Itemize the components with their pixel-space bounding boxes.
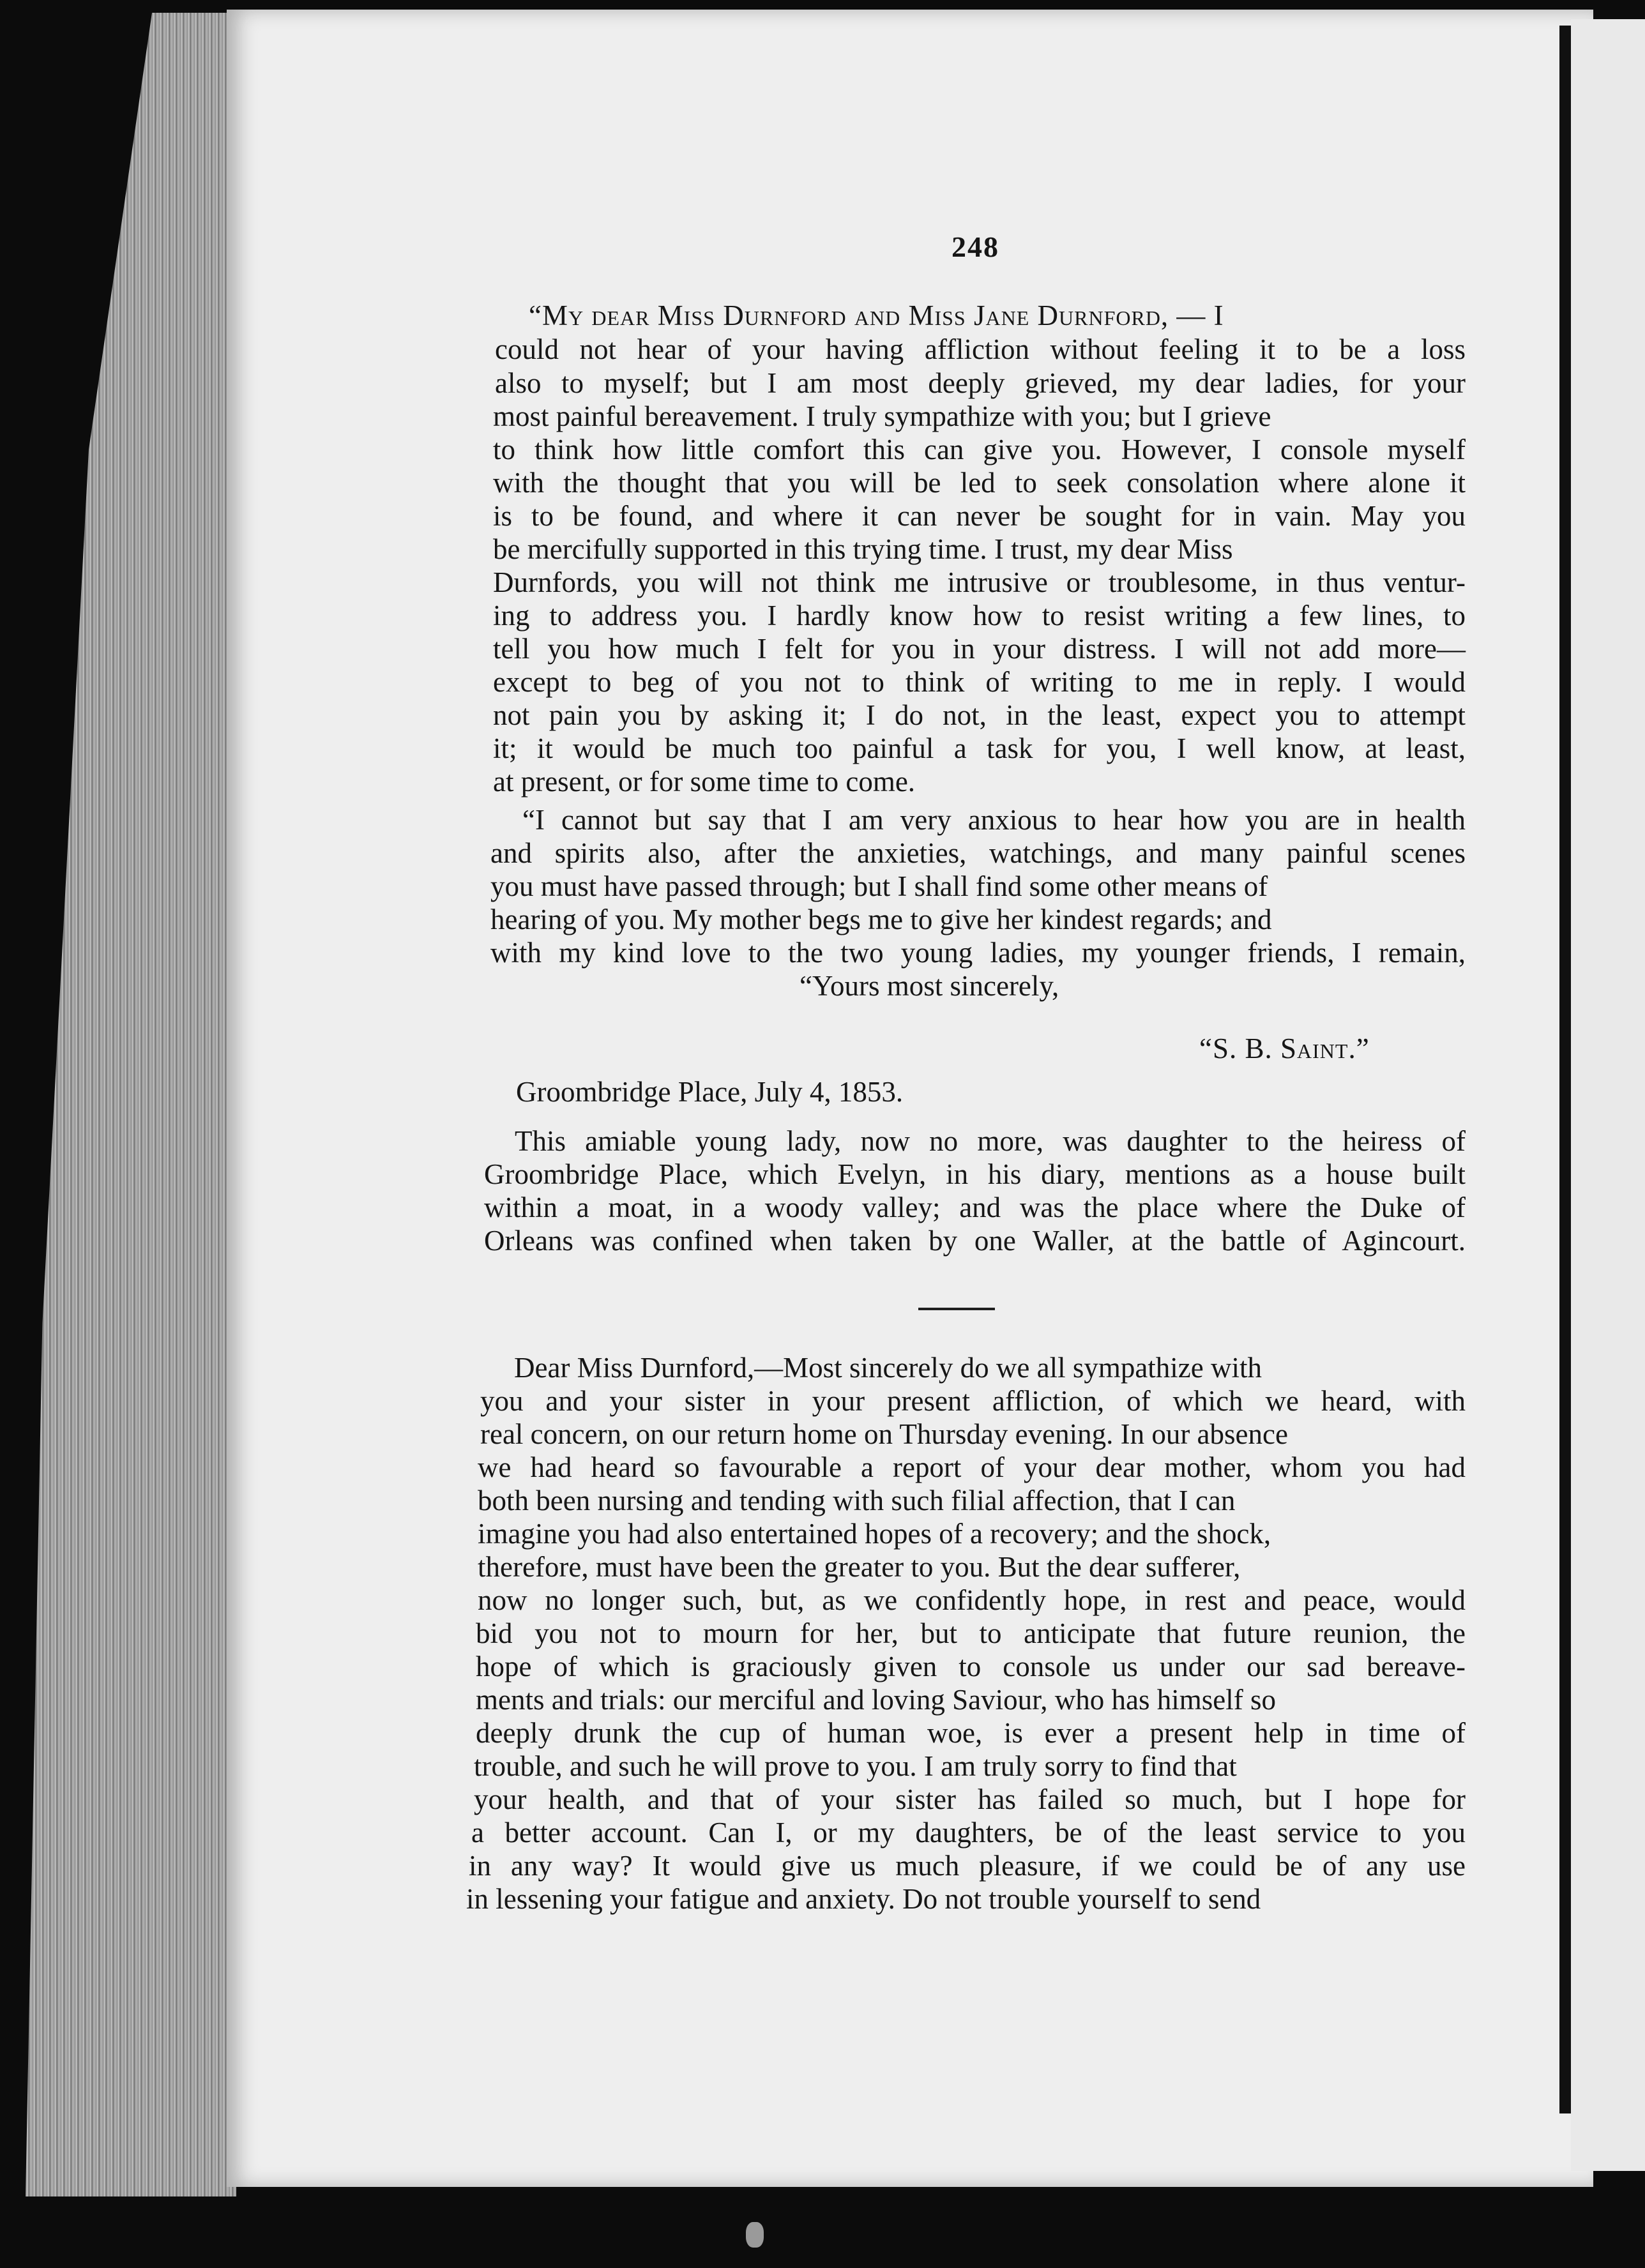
letter-one-line: be mercifully supported in this trying time. I trust, my dear Miss — [493, 533, 1233, 565]
page-number: 248 — [951, 231, 999, 263]
note-line: Groombridge Place, which Evelyn, in his diary, mentions as a house built — [484, 1158, 1466, 1190]
letter-two-line: deeply drunk the cup of human woe, is ever a present help in time of — [476, 1717, 1466, 1749]
letter-two-line: we had heard so favourable a report of your dear mother, whom you had — [478, 1451, 1466, 1483]
letter-one-line: with my kind love to the two young ladies, my younger friends, I remain, — [490, 937, 1466, 969]
letter-two-line: hope of which is graciously given to console us under our sad bereave- — [476, 1651, 1466, 1682]
letter-one-line: ing to address you. I hardly know how to resist writing a few lines, to — [493, 600, 1466, 631]
note-line: Orleans was confined when taken by one Waller, at the battle of Agincourt. — [484, 1225, 1466, 1257]
letter-two-line: now no longer such, but, as we confidently hope, in rest and peace, would — [478, 1584, 1466, 1616]
scan-smudge — [746, 2222, 764, 2248]
letter-one-line: tell you how much I felt for you in your distress. I will not add more— — [493, 633, 1466, 665]
letter-one-line: to think how little comfort this can give you. However, I console myself — [493, 434, 1466, 465]
letter-two-line: therefore, must have been the greater to you. But the dear sufferer, — [478, 1551, 1241, 1583]
letter-two-line: trouble, and such he will prove to you. I am truly sorry to find that — [474, 1750, 1237, 1782]
letter-one-line: Durnfords, you will not think me intrusive or troublesome, in thus ventur- — [493, 566, 1466, 598]
letter-one-line: also to myself; but I am most deeply grieved, my dear ladies, for your — [495, 367, 1466, 399]
letter-one-line: you must have passed through; but I shall find some other means of — [490, 870, 1268, 902]
binding-shadow — [1559, 26, 1571, 2113]
letter-one-line: is to be found, and where it can never be sought for in vain. May you — [493, 500, 1466, 532]
letter-one-line: “My dear Miss Durnford and Miss Jane Durnford, — I — [529, 299, 1224, 331]
letter-one-line: not pain you by asking it; I do not, in the least, expect you to attempt — [493, 699, 1466, 731]
letter-two-line: Dear Miss Durnford,—Most sincerely do we all sympathize with — [514, 1352, 1262, 1384]
letter-two-line: bid you not to mourn for her, but to anticipate that future reunion, the — [476, 1617, 1466, 1649]
letter-two-line: a better account. Can I, or my daughters, be of the least service to you — [471, 1817, 1466, 1848]
letter-two-line: you and your sister in your present affliction, of which we heard, with — [480, 1385, 1466, 1417]
letter-two-line: ments and trials: our merciful and loving Saviour, who has himself so — [476, 1684, 1276, 1716]
note-line: This amiable young lady, now no more, was daughter to the heiress of — [515, 1125, 1466, 1157]
letter-two-line: both been nursing and tending with such filial affection, that I can — [478, 1485, 1236, 1516]
section-divider — [918, 1308, 995, 1310]
letter-one-line: it; it would be much too painful a task for you, I well know, at least, — [493, 732, 1466, 764]
letter-one-line: “I cannot but say that I am very anxious to hear how you are in health — [522, 804, 1466, 836]
letter-one-signature: “S. B. Saint.” — [1199, 1032, 1370, 1064]
stacked-page-edges — [26, 13, 236, 2196]
letter-two-line: imagine you had also entertained hopes of a recovery; and the shock, — [478, 1518, 1271, 1550]
letter-two-line: in any way? It would give us much pleasure, if we could be of any use — [469, 1850, 1466, 1882]
letter-one-line: and spirits also, after the anxieties, watchings, and many painful scenes — [490, 837, 1466, 869]
letter-two-line: in lessening your fatigue and anxiety. Do not trouble yourself to send — [466, 1883, 1261, 1915]
facing-page-edge — [1571, 19, 1645, 2171]
letter-one-line: with the thought that you will be led to seek consolation where alone it — [493, 467, 1466, 499]
letter-two-line: your health, and that of your sister has failed so much, but I hope for — [474, 1783, 1466, 1815]
letter-one-closing: “Yours most sincerely, — [800, 970, 1059, 1002]
letter-one-line: at present, or for some time to come. — [493, 766, 916, 798]
letter-one-line: hearing of you. My mother begs me to give her kindest regards; and — [490, 903, 1272, 935]
letter-one-place-date: Groombridge Place, July 4, 1853. — [516, 1076, 904, 1108]
letter-one-line: could not hear of your having affliction without feeling it to be a loss — [495, 333, 1466, 365]
letter-two-line: real concern, on our return home on Thursday evening. In our absence — [480, 1418, 1288, 1450]
letter-one-line: most painful bereavement. I truly sympathize with you; but I grieve — [493, 400, 1271, 432]
note-line: within a moat, in a woody valley; and was the place where the Duke of — [484, 1191, 1466, 1223]
letter-one-line: except to beg of you not to think of writing to me in reply. I would — [493, 666, 1466, 698]
